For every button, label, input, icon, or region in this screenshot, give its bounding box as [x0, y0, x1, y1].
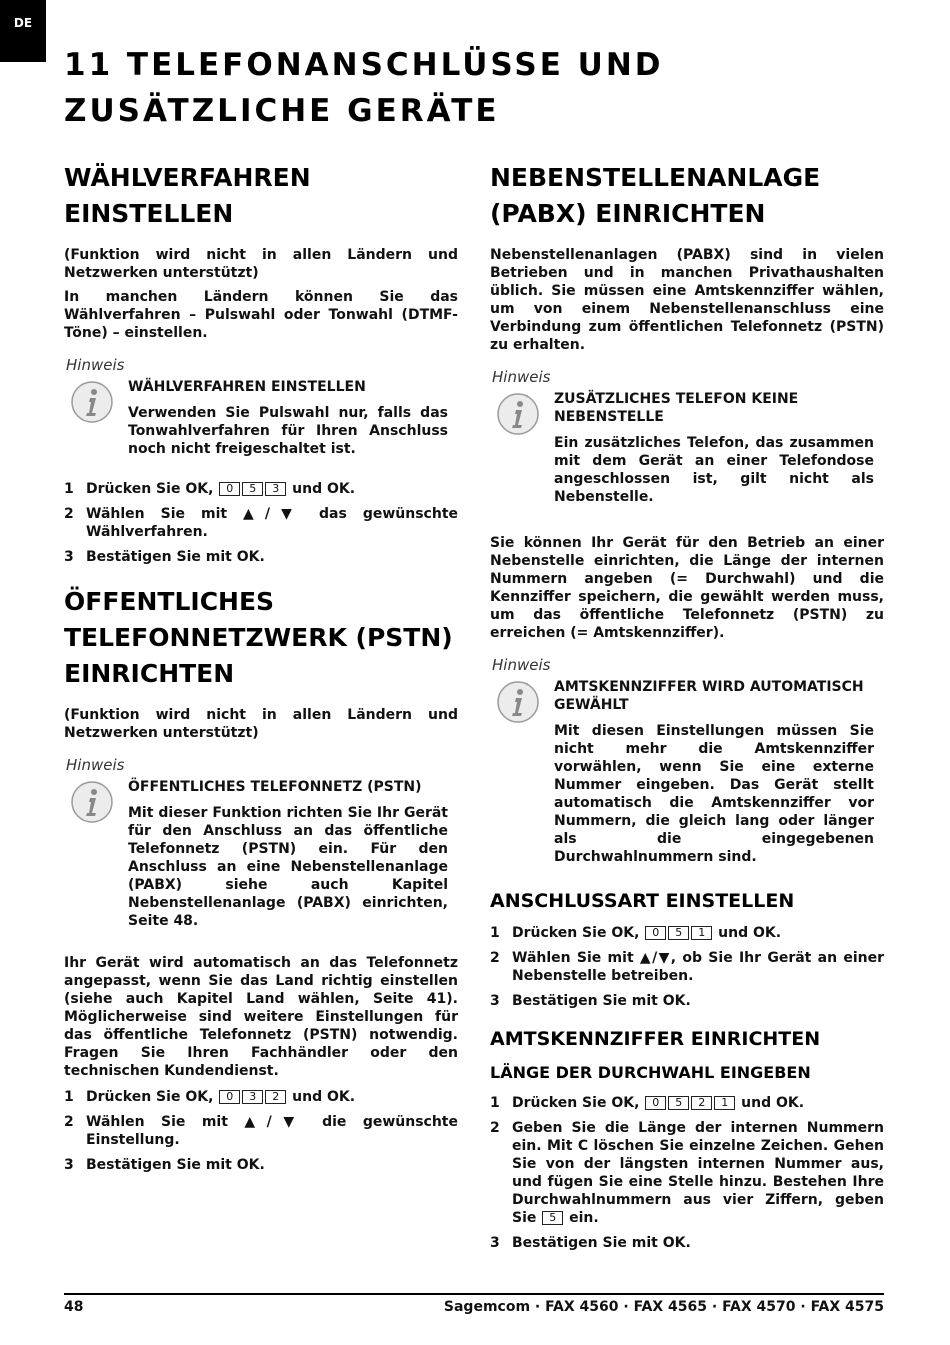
list-item: 3 Bestätigen Sie mit OK. — [490, 993, 691, 1009]
list-item: 3 Bestätigen Sie mit OK. — [64, 1157, 265, 1173]
step-number: 3 — [490, 993, 500, 1009]
step-number: 3 — [64, 549, 74, 565]
note-box — [490, 390, 874, 506]
section-title-pstn: ÖFFENTLICHES TELEFONNETZWERK (PSTN) EINRICHTEN — [64, 587, 453, 688]
note-box — [64, 378, 448, 458]
page-number: 48 — [64, 1299, 84, 1315]
hint-label: Hinweis — [66, 756, 125, 774]
key-icon: 5 — [668, 926, 689, 940]
section-title-dial-method: WÄHLVERFAHREN EINSTELLEN — [64, 163, 311, 228]
step-number: 1 — [64, 481, 74, 497]
hint-label: Hinweis — [492, 656, 551, 674]
key-icon: 3 — [242, 1090, 263, 1104]
left-column — [64, 160, 458, 1181]
key-icon: 0 — [645, 1096, 666, 1110]
hint-label: Hinweis — [492, 368, 551, 386]
chapter-title: 11 TELEFONANSCHLÜSSE UND ZUSÄTZLICHE GERÄTE — [64, 47, 664, 129]
list-item: 2 Geben Sie die Länge der internen Nummern ein. Mit C löschen Sie einzelne Zeichen. Gehen Sie von der längsten internen Nummer aus, und fügen Sie eine Stelle hinzu. Bestehen Ihre Durchwahlnummern aus vier Ziffern, geben Sie 5 ein. — [490, 1120, 885, 1226]
list-item: 1 Drücken Sie OK, 0 5 2 1 und OK. — [490, 1095, 805, 1111]
key-icon: 0 — [219, 482, 240, 496]
subsection-title: LÄNGE DER DURCHWAHL EINGEBEN — [490, 1063, 811, 1082]
note-text: Mit diesen Einstellungen müssen Sie nicht mehr die Amtskennziffer vorwählen, wenn Sie eine externe Nummer eingeben. Das Gerät stellt automatisch die Amtskennziffer vor Nummern, die gleich lang oder länger als die eingegebenen Durchwahlnummern sind. — [554, 723, 874, 865]
support-note: (Funktion wird nicht in allen Ländern und Netzwerken unterstützt) — [64, 707, 458, 741]
info-icon — [496, 680, 540, 724]
section-intro: In manchen Ländern können Sie das Wählverfahren – Pulswahl oder Tonwahl (DTMF-Töne) – einstellen. — [64, 289, 458, 341]
key-icon: 5 — [242, 482, 263, 496]
step-list — [490, 1094, 884, 1252]
section-title-outside-line-code: AMTSKENNZIFFER EINRICHTEN — [490, 1028, 821, 1050]
right-column — [490, 160, 884, 1259]
step-list — [490, 924, 884, 1010]
step-number: 2 — [64, 1114, 74, 1130]
language-tab: DE — [0, 0, 46, 62]
key-icon: 1 — [714, 1096, 735, 1110]
key-icon: 5 — [668, 1096, 689, 1110]
step-list — [64, 480, 458, 566]
info-icon — [70, 780, 114, 824]
step-number: 1 — [490, 1095, 500, 1111]
step-text: Wählen Sie mit ▲/▼, ob Sie Ihr Gerät an einer Nebenstelle betreiben. — [512, 950, 884, 984]
note-title: ÖFFENTLICHES TELEFONNETZ (PSTN) — [128, 779, 422, 795]
list-item: 1 Drücken Sie OK, 0 5 3 und OK. — [64, 481, 356, 497]
note-text: Ein zusätzliches Telefon, das zusammen mit dem Gerät an einer Telefondose angeschlossen ist, gilt nicht als Nebenstelle. — [554, 435, 874, 505]
step-number: 2 — [64, 506, 74, 522]
section-title-connection-type: ANSCHLUSSART EINSTELLEN — [490, 890, 795, 912]
section-intro: Nebenstellenanlagen (PABX) sind in vielen Betrieben und in manchen Privathaushalten üblich. Sie müssen eine Amtskennziffer wählen, um von einem Nebenstellenanschluss eine Verbindung zum öffentlichen Telefonnetz (PSTN) zu erhalten. — [490, 247, 884, 353]
list-item: 3 Bestätigen Sie mit OK. — [64, 549, 265, 565]
section-body: Ihr Gerät wird automatisch an das Telefonnetz angepasst, wenn Sie das Land richtig einstellen (siehe auch Kapitel Land wählen, Seite 41). Möglicherweise sind weitere Einstellungen für das öffentliche Telefonnetz (PSTN) notwendig. Fragen Sie Ihren Fachhändler oder den technischen Kundendienst. — [64, 955, 458, 1079]
note-box — [64, 778, 448, 930]
list-item — [64, 1113, 458, 1149]
note-text: Verwenden Sie Pulswahl nur, falls das Tonwahlverfahren für Ihren Anschluss noch nicht freigeschaltet ist. — [128, 405, 448, 457]
step-number: 2 — [490, 950, 500, 966]
info-icon — [496, 392, 540, 436]
step-number: 2 — [490, 1120, 500, 1136]
key-icon: 0 — [219, 1090, 240, 1104]
list-item — [490, 949, 884, 985]
key-icon: 2 — [691, 1096, 712, 1110]
step-number: 3 — [490, 1235, 500, 1251]
step-number: 1 — [490, 925, 500, 941]
note-title: AMTSKENNZIFFER WIRD AUTOMATISCH GEWÄHLT — [554, 679, 864, 713]
list-item — [64, 505, 458, 541]
section-title-pabx: NEBENSTELLENANLAGE (PABX) EINRICHTEN — [490, 163, 821, 228]
key-icon: 5 — [542, 1211, 563, 1225]
list-item: 3 Bestätigen Sie mit OK. — [490, 1235, 691, 1251]
section-body: Sie können Ihr Gerät für den Betrieb an einer Nebenstelle einrichten, die Länge der internen Nummern angeben (= Durchwahl) und die Kennziffer speichern, die gewählt werden muss, um das öffentliche Telefonnetz (PSTN) zu erreichen (= Amtskennziffer). — [490, 535, 884, 641]
step-text: Wählen Sie mit ▲/▼ das gewünschte Wählverfahren. — [86, 506, 458, 540]
step-list — [64, 1088, 458, 1174]
footer-divider — [64, 1293, 884, 1295]
list-item: 1 Drücken Sie OK, 0 5 1 und OK. — [490, 925, 782, 941]
step-number: 3 — [64, 1157, 74, 1173]
note-text: Mit dieser Funktion richten Sie Ihr Gerät für den Anschluss an das öffentliche Telefonnetz (PSTN) ein. Für den Anschluss an eine Nebenstellenanlage (PABX) siehe auch Kapitel Nebenstellenanlage (PABX) einrichten, Seite 48. — [128, 805, 448, 929]
key-icon: 2 — [265, 1090, 286, 1104]
hint-label: Hinweis — [66, 356, 125, 374]
key-icon: 3 — [265, 482, 286, 496]
footer-brand: Sagemcom · FAX 4560 · FAX 4565 · FAX 4570 · FAX 4575 — [443, 1299, 884, 1315]
key-icon: 0 — [645, 926, 666, 940]
step-number: 1 — [64, 1089, 74, 1105]
note-title: WÄHLVERFAHREN EINSTELLEN — [128, 379, 366, 395]
key-icon: 1 — [691, 926, 712, 940]
note-title: ZUSÄTZLICHES TELEFON KEINE NEBENSTELLE — [554, 391, 799, 425]
step-text: Wählen Sie mit ▲/▼ die gewünschte Einstellung. — [86, 1114, 458, 1148]
info-icon — [70, 380, 114, 424]
note-box — [490, 678, 874, 866]
support-note: (Funktion wird nicht in allen Ländern und Netzwerken unterstützt) — [64, 247, 458, 281]
list-item: 1 Drücken Sie OK, 0 3 2 und OK. — [64, 1089, 356, 1105]
